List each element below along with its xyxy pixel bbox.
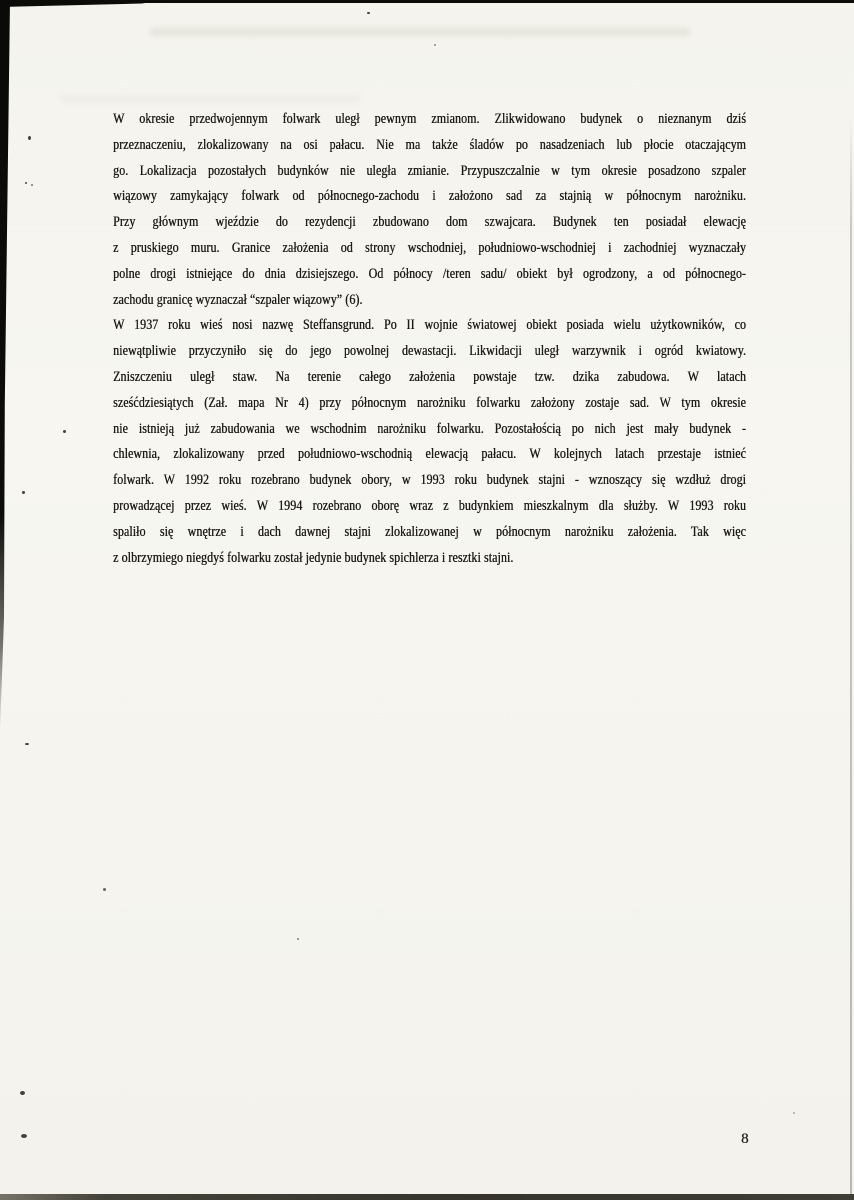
text-line: Zniszczeniu uległ staw. Na terenie całego założenia powstaje tzw. dzika zabudowa. W latach	[113, 368, 746, 385]
text-line: W 1937 roku wieś nosi nazwę Steffansgrund. Po II wojnie światowej obiekt posiada wielu użytkowników, co	[113, 317, 746, 334]
scan-edge-bottom	[0, 1194, 854, 1200]
scan-speck	[297, 938, 299, 940]
text-line: przeznaczeniu, zlokalizowany na osi pałacu. Nie ma także śladów po nasadzeniach lub płocie otaczającym	[113, 136, 746, 153]
paragraph-prewar-changes	[113, 107, 746, 313]
scan-speck	[31, 184, 33, 186]
text-line: polne drogi istniejące do dnia dzisiejszego. Od północy /teren sadu/ obiekt był ogrodzony, a od północnego-	[113, 265, 746, 282]
scan-smudge	[150, 28, 690, 36]
scan-edge-left	[0, 0, 10, 735]
text-line: W okresie przedwojennym folwark uległ pewnym zmianom. Zlikwidowano budynek o nieznanym dziś	[113, 111, 746, 127]
scan-speck	[22, 491, 25, 494]
text-line: spaliło się wnętrze i dach dawnej stajni zlokalizowanej w północnym narożniku założenia. Tak więc	[113, 523, 746, 540]
text-line: Przy głównym wjeździe do rezydencji zbudowano dom szwajcara. Budynek ten posiadał elewację	[113, 214, 746, 231]
scan-speck	[28, 136, 31, 140]
page-number: 8	[741, 1131, 749, 1147]
text-line: zachodu granicę wyznaczał “szpaler wiązowy” (6).	[113, 291, 363, 308]
scan-speck	[103, 888, 106, 891]
text-line: prowadzącej przez wieś. W 1994 rozebrano oborę wraz z budynkiem mieszkalnym dla służby. W 1993 roku	[113, 497, 746, 514]
scan-speck	[63, 430, 66, 433]
text-line: z pruskiego muru. Granice założenia od strony wschodniej, południowo-wschodniej i zachodniej wyznaczały	[113, 239, 746, 256]
scan-edge-right	[850, 118, 852, 1194]
text-line: go. Lokalizacja pozostałych budynków nie uległa zmianie. Przypuszczalnie w tym okresie posadzono szpaler	[113, 162, 746, 179]
document-body	[113, 107, 746, 571]
text-line: sześćdziesiątych (Zał. mapa Nr 4) przy północnym narożniku folwarku założony zostaje sad. W tym okresie	[113, 394, 746, 411]
scan-speck	[367, 12, 370, 14]
text-line: folwark. W 1992 roku rozebrano budynek obory, w 1993 roku budynek stajni - wznoszący się wzdłuż drogi	[113, 472, 746, 489]
scan-speck	[793, 1112, 795, 1114]
scan-speck	[20, 1091, 25, 1095]
text-line: nie istnieją już zabudowania we wschodnim narożniku folwarku. Pozostałością po nich jest mały budynek -	[113, 420, 746, 437]
text-line: niewątpliwie przyczyniło się do jego powolnej dewastacji. Likwidacji uległ warzywnik i ogród kwiatowy.	[113, 343, 746, 360]
scan-speck	[25, 743, 29, 745]
text-line: chlewnia, zlokalizowany przed południowo-wschodnią elewacją pałacu. W kolejnych latach przestaje istnieć	[113, 446, 746, 463]
paragraph-postwar-history	[113, 313, 746, 571]
scan-speck	[434, 44, 436, 46]
scan-smudge	[60, 96, 360, 102]
scan-speck	[25, 182, 27, 184]
text-line: wiązowy zamykający folwark od północnego-zachodu i założono sad za stajnią w północnym narożniku.	[113, 188, 746, 205]
text-line: z olbrzymiego niegdyś folwarku został jedynie budynek spichlerza i resztki stajni.	[113, 549, 514, 566]
scan-edge-top-left-corner	[0, 0, 165, 7]
scan-speck	[21, 1134, 27, 1138]
